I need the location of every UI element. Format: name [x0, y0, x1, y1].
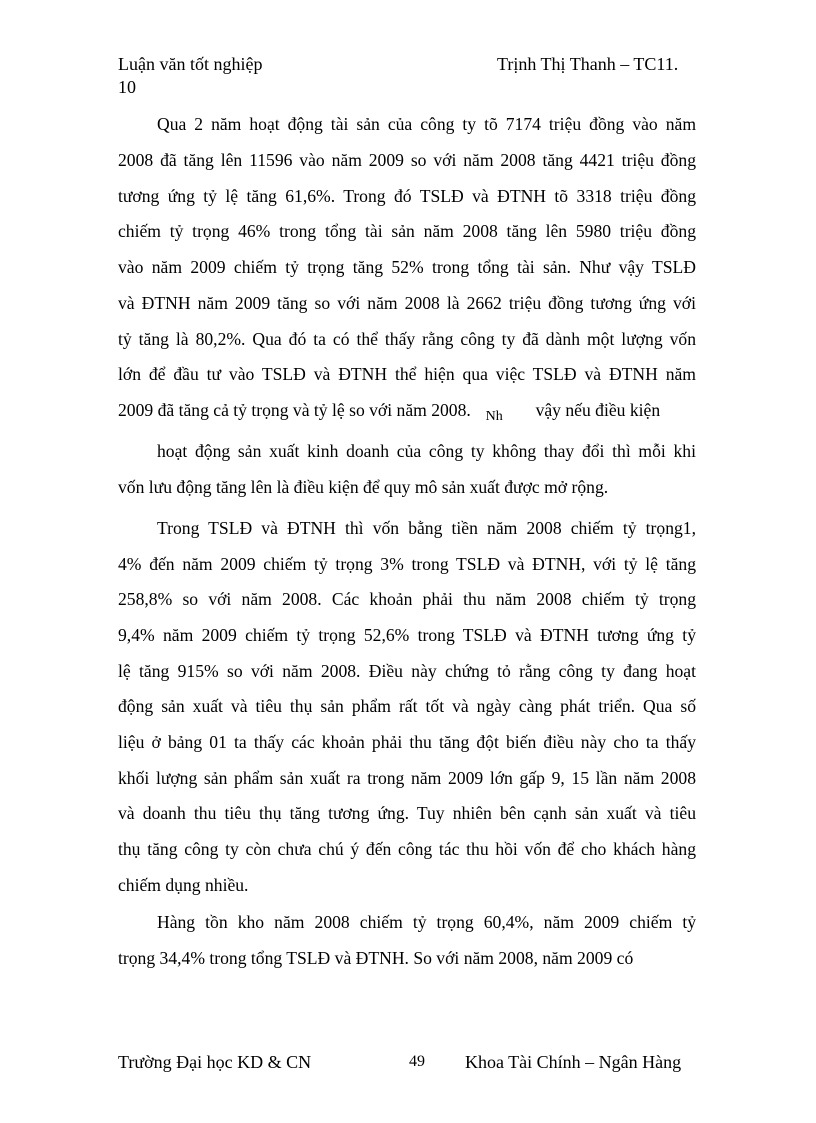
header-right: Trịnh Thị Thanh – TC11. [497, 54, 679, 74]
body-line: trọng 34,4% trong tổng TSLĐ và ĐTNH. So với năm 2008, năm 2009 có [118, 948, 634, 968]
body-line [118, 398, 696, 422]
body-line: khối lượng sản phẩm sản xuất ra trong năm 2009 lớn gấp 9, 15 lần năm 2008 [118, 768, 696, 788]
body-line: lệ tăng 915% so với năm 2008. Điều này chứng tỏ rằng công ty đang hoạt [118, 661, 696, 681]
body-line: liệu ở bảng 01 ta thấy các khoản phải thu tăng đột biến điều này cho ta thấy [118, 732, 696, 752]
body-line: Hàng tồn kho năm 2008 chiếm tỷ trọng 60,4%, năm 2009 chiếm tỷ [157, 912, 696, 932]
body-line-text: vậy nếu điều kiện [535, 400, 661, 420]
body-line-fragment: Nh [485, 409, 503, 424]
page-number: 49 [409, 1053, 425, 1070]
body-line: động sản xuất và tiêu thụ sản phẩm rất tốt và ngày càng phát triển. Qua số [118, 696, 696, 716]
body-line: và doanh thu tiêu thụ tăng tương ứng. Tuy nhiên bên cạnh sản xuất và tiêu [118, 803, 696, 823]
body-line: lớn để đầu tư vào TSLĐ và ĐTNH thể hiện qua việc TSLĐ và ĐTNH năm [118, 364, 696, 384]
body-line: 258,8% so với năm 2008. Các khoản phải thu năm 2008 chiếm tỷ trọng [118, 589, 696, 609]
body-line: chiếm tỷ trọng 46% trong tổng tài sản năm 2008 tăng lên 5980 triệu đồng [118, 221, 696, 241]
header-left: Luận văn tốt nghiệp [118, 54, 263, 74]
footer-right: Khoa Tài Chính – Ngân Hàng [465, 1052, 682, 1072]
body-line: thụ tăng công ty còn chưa chú ý đến công tác thu hồi vốn để cho khách hàng [118, 839, 696, 859]
body-line: tỷ tăng là 80,2%. Qua đó ta có thể thấy rằng công ty đã dành một lượng vốn [118, 329, 696, 349]
body-line: Trong TSLĐ và ĐTNH thì vốn bằng tiền năm 2008 chiếm tỷ trọng1, [157, 518, 696, 538]
body-line: 9,4% năm 2009 chiếm tỷ trọng 52,6% trong TSLĐ và ĐTNH tương ứng tỷ [118, 625, 696, 645]
body-line: 4% đến năm 2009 chiếm tỷ trọng 3% trong TSLĐ và ĐTNH, với tỷ lệ tăng [118, 554, 696, 574]
body-line: 2008 đã tăng lên 11596 vào năm 2009 so với năm 2008 tăng 4421 triệu đồng [118, 150, 696, 170]
body-line: hoạt động sản xuất kinh doanh của công ty không thay đổi thì mỗi khi [157, 441, 696, 461]
footer-left: Trường Đại học KD & CN [118, 1052, 312, 1072]
body-line: và ĐTNH năm 2009 tăng so với năm 2008 là 2662 triệu đồng tương ứng với [118, 293, 696, 313]
body-line: tương ứng tỷ lệ tăng 61,6%. Trong đó TSLĐ và ĐTNH tõ 3318 triệu đồng [118, 186, 696, 206]
header-number: 10 [118, 77, 136, 97]
body-line-text: 2009 đã tăng cả tỷ trọng và tỷ lệ so với năm 2008. [118, 400, 471, 420]
body-line: vốn lưu động tăng lên là điều kiện để quy mô sản xuất được mở rộng. [118, 477, 609, 497]
body-line: chiếm dụng nhiều. [118, 875, 249, 895]
body-line: vào năm 2009 chiếm tỷ trọng tăng 52% trong tổng tài sản. Như vậy TSLĐ [118, 257, 696, 277]
body-line: Qua 2 năm hoạt động tài sản của công ty tõ 7174 triệu đồng vào năm [157, 114, 696, 134]
